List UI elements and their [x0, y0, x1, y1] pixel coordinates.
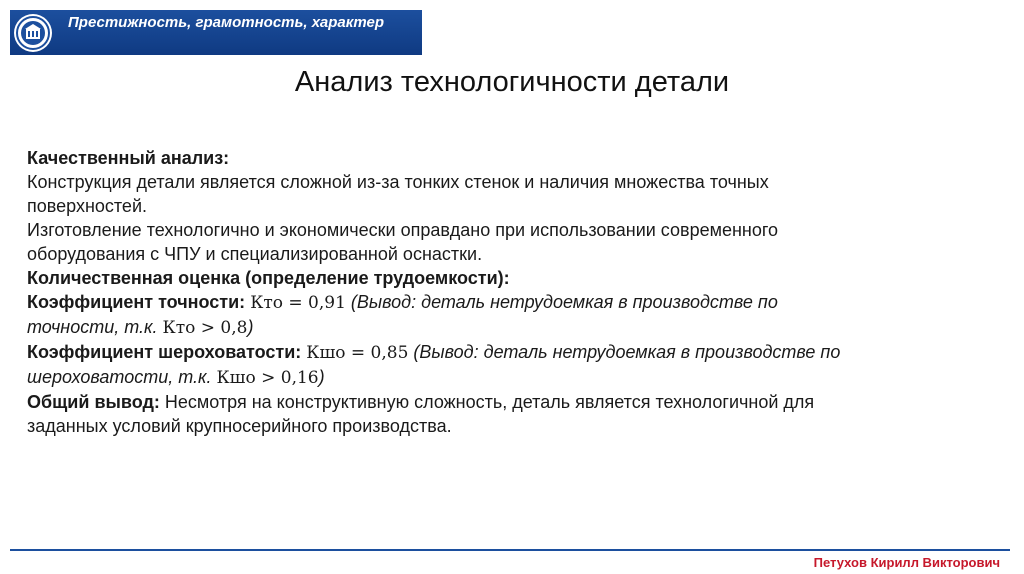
summary — [27, 390, 1007, 438]
qual-text-2a: Изготовление технологично и экономически оправдано при использовании современного — [27, 220, 779, 240]
qual-text-1b: поверхностей. — [27, 196, 147, 216]
accuracy-label: Коэффициент точности: — [27, 292, 246, 312]
author-name: Петухов Кирилл Викторович — [813, 555, 1000, 570]
summary-label: Общий вывод: — [27, 392, 160, 412]
qual-heading: Качественный анализ: — [27, 148, 230, 168]
roughness-conclusion-2: шероховатости, т.к. — [27, 367, 212, 387]
accuracy-condition: Кто > 0,8 — [162, 318, 248, 338]
footer-divider — [10, 549, 1010, 551]
roughness-formula: Кшо = 0,85 — [306, 343, 409, 363]
slide-content — [27, 146, 1007, 438]
qual-text-1a: Конструкция детали является сложной из-за тонких стенок и наличия множества точных — [27, 172, 769, 192]
qual-text-2 — [27, 218, 1007, 266]
roughness-conclusion-1: (Вывод: деталь нетрудоемкая в производстве по — [413, 342, 841, 362]
quant-heading: Количественная оценка (определение трудоемкости): — [27, 268, 510, 288]
accuracy-close: ) — [247, 317, 254, 337]
roughness-label: Коэффициент шероховатости: — [27, 342, 302, 362]
slide-title: Анализ технологичности детали — [294, 66, 730, 98]
slogan: Престижность, грамотность, характер — [68, 14, 384, 31]
accuracy-coefficient — [27, 290, 1007, 340]
qual-text-2b: оборудования с ЧПУ и специализированной оснастки. — [27, 244, 483, 264]
roughness-condition: Кшо > 0,16 — [216, 368, 319, 388]
roughness-close: ) — [318, 367, 325, 387]
summary-text-1: Несмотря на конструктивную сложность, деталь является технологичной для — [164, 392, 815, 412]
accuracy-conclusion-1: (Вывод: деталь нетрудоемкая в производстве по — [350, 292, 778, 312]
accuracy-formula: Кто = 0,91 — [250, 293, 346, 313]
qual-text-1 — [27, 170, 1007, 218]
summary-text-2: заданных условий крупносерийного производства. — [27, 416, 452, 436]
accuracy-conclusion-2: точности, т.к. — [27, 317, 158, 337]
university-emblem-icon — [13, 13, 53, 53]
roughness-coefficient — [27, 340, 1007, 390]
